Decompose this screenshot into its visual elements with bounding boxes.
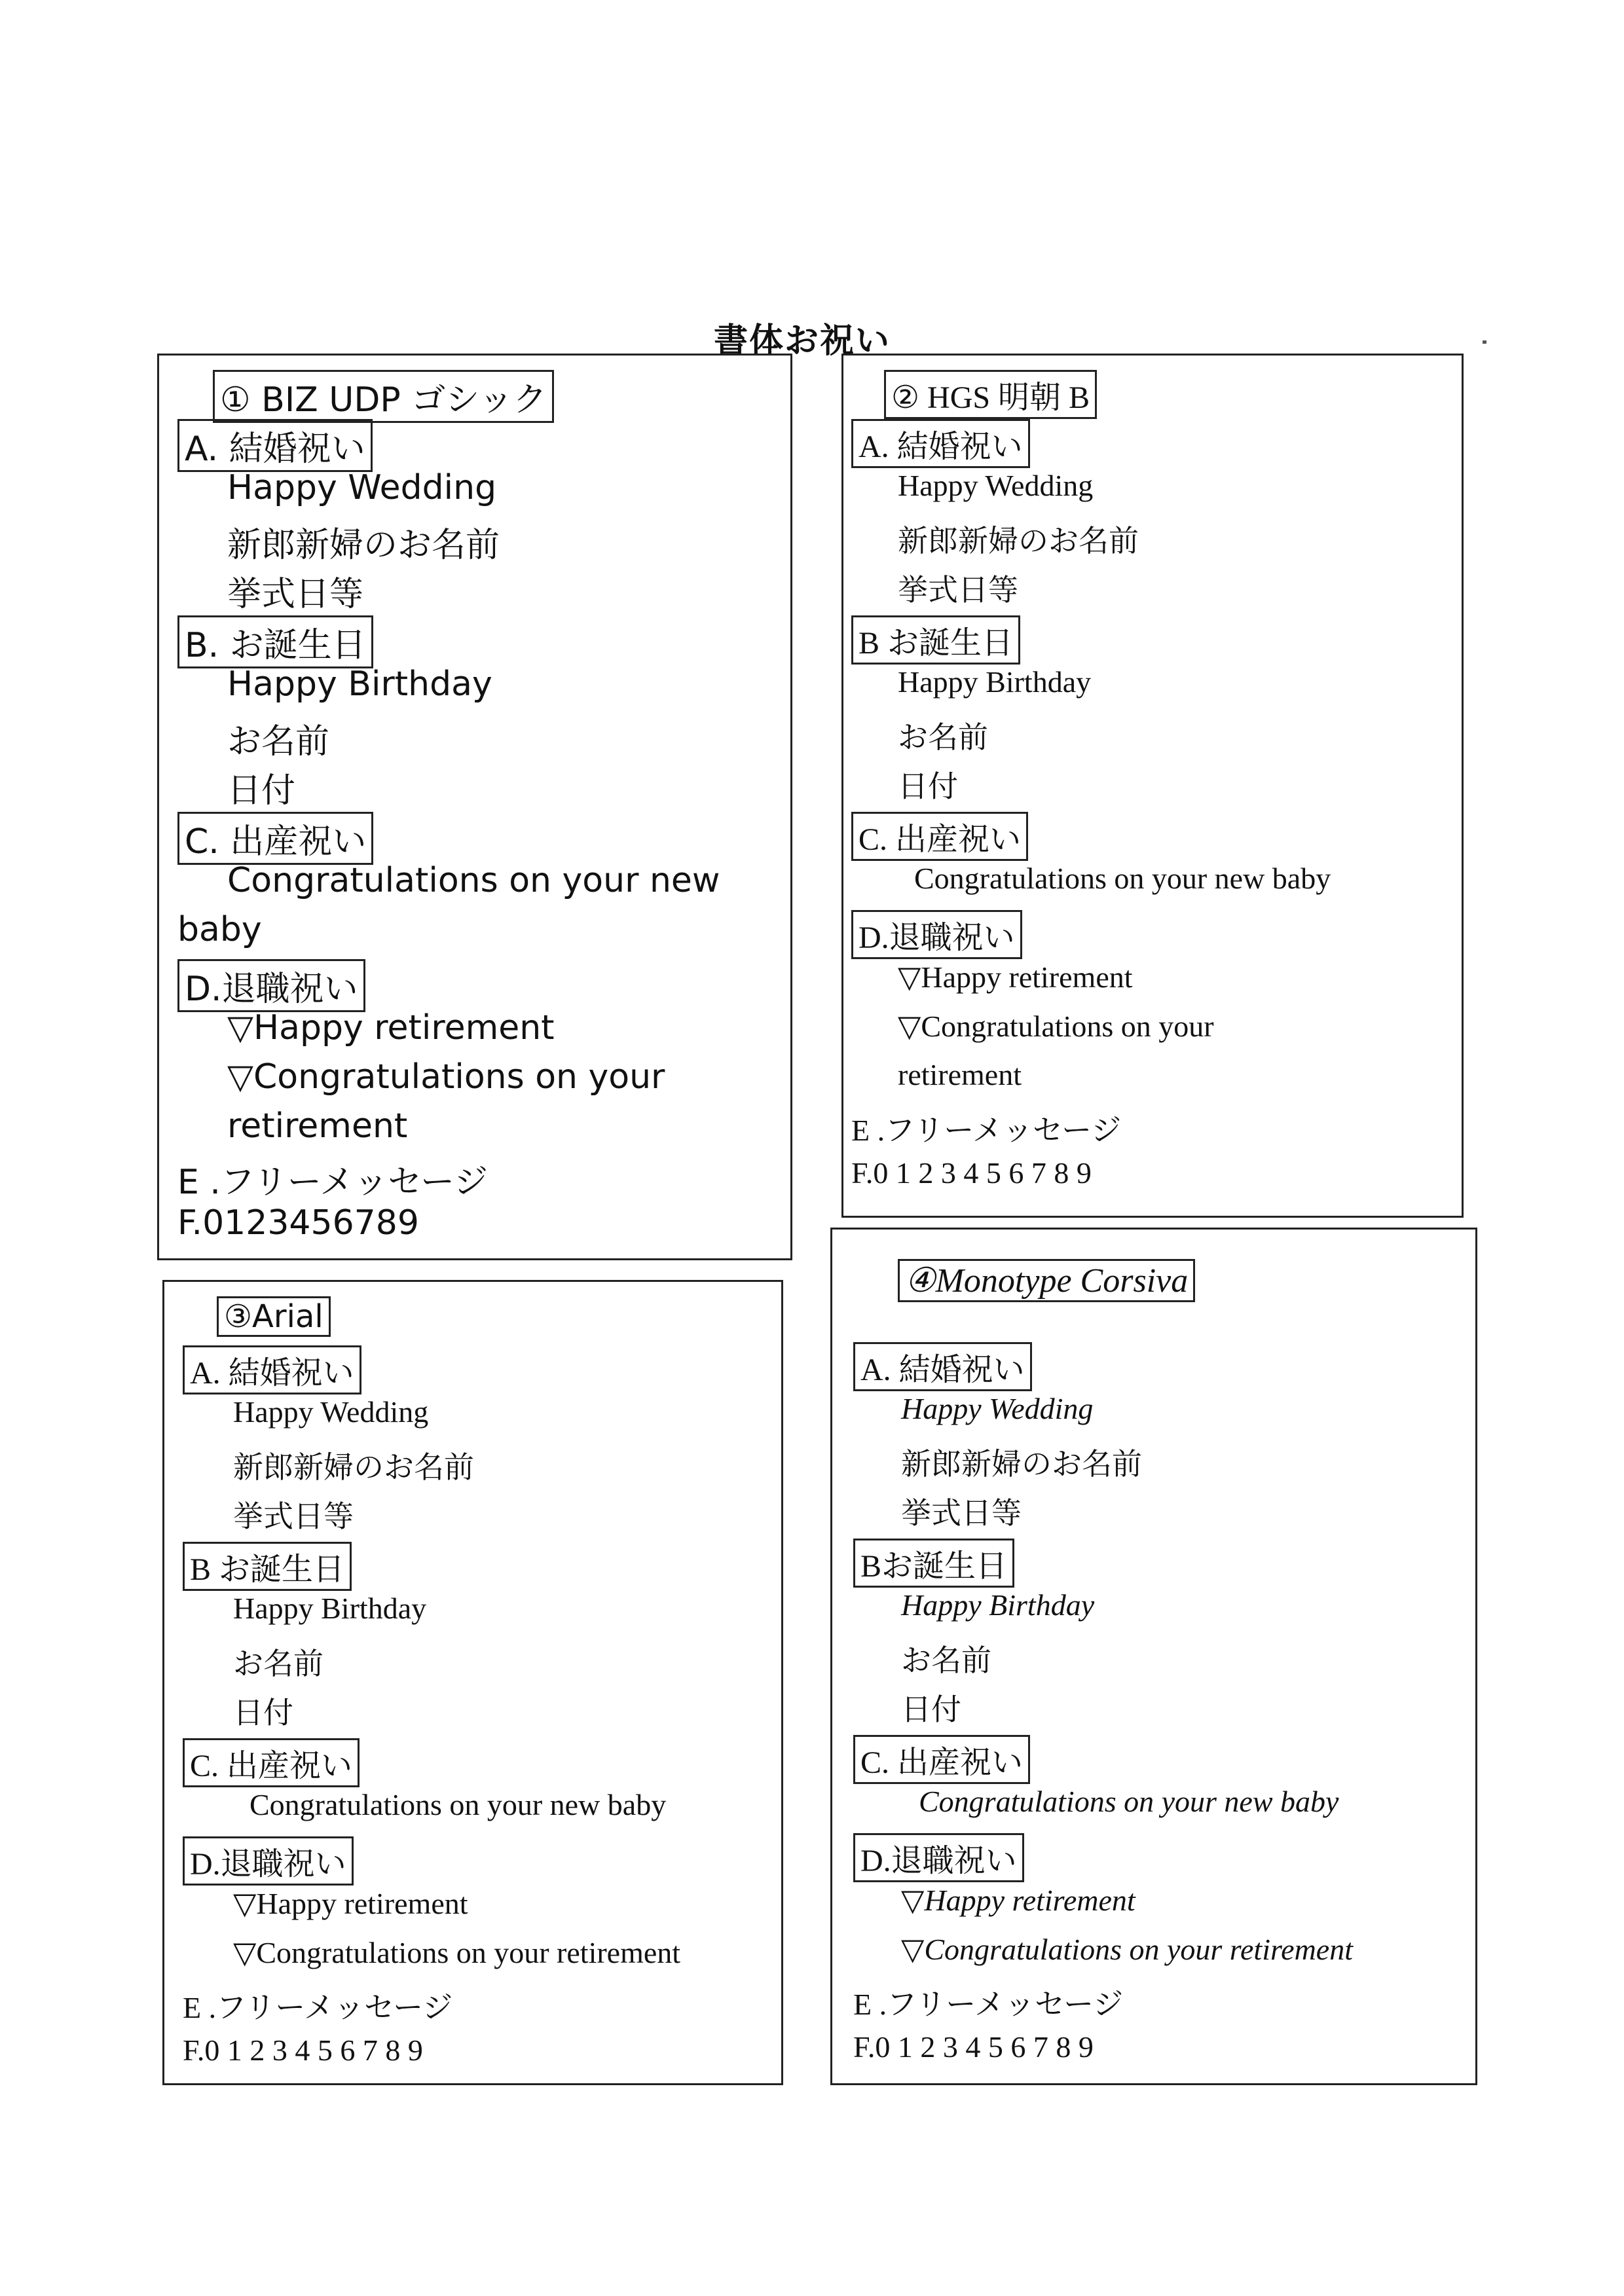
text-line: retirement	[898, 1058, 1022, 1091]
text-line: Congratulations on your new baby	[919, 1785, 1339, 1818]
section-label-a: A. 結婚祝い	[851, 419, 1030, 468]
text-line: Happy Wedding	[898, 469, 1094, 502]
text-line: 挙式日等	[901, 1497, 1022, 1530]
font-panel-monotype-corsiva	[830, 1228, 1477, 2085]
section-label-a: A. 結婚祝い	[177, 419, 373, 472]
text-line: ▽Congratulations on your	[227, 1057, 665, 1097]
text-line: 挙式日等	[898, 574, 1018, 607]
text-line: Congratulations on your new	[227, 861, 720, 900]
text-line: retirement	[227, 1106, 408, 1146]
text-line: Happy Birthday	[898, 665, 1092, 699]
text-line: 挙式日等	[233, 1500, 354, 1533]
panel-heading: ④Monotype Corsiva	[898, 1259, 1195, 1302]
section-label-b: B. お誕生日	[177, 615, 373, 668]
text-line: お名前	[227, 722, 330, 761]
text-line: 新郎新婦のお名前	[901, 1448, 1142, 1481]
section-label-c: C. 出産祝い	[851, 812, 1028, 861]
font-panel-hgs-mincho-b	[841, 354, 1464, 1218]
section-label-d: D.退職祝い	[183, 1836, 354, 1886]
text-line: baby	[177, 910, 262, 949]
section-f-line: F.0123456789	[177, 1203, 419, 1243]
section-label-c: C. 出産祝い	[853, 1735, 1030, 1784]
text-line: 日付	[901, 1693, 961, 1726]
section-label-d: D.退職祝い	[851, 910, 1022, 959]
text-line: ▽Happy retirement	[898, 960, 1133, 994]
section-label-d: D.退職祝い	[177, 959, 365, 1012]
text-line: Happy Birthday	[233, 1592, 427, 1625]
text-line: Congratulations on your new baby	[914, 862, 1331, 895]
text-line: 日付	[233, 1696, 293, 1730]
text-line: Happy Birthday	[227, 665, 492, 704]
section-label-b: B お誕生日	[851, 615, 1020, 665]
font-panel-biz-udp-gothic	[157, 354, 792, 1260]
section-f-line: F.0 1 2 3 4 5 6 7 8 9	[851, 1156, 1092, 1190]
panel-heading: ③Arial	[217, 1296, 331, 1337]
text-line: お名前	[901, 1644, 991, 1677]
text-line: ▽Congratulations on your	[898, 1010, 1214, 1043]
text-line: ▽Happy retirement	[227, 1008, 555, 1048]
text-line: Happy Wedding	[233, 1395, 429, 1429]
text-line: 新郎新婦のお名前	[898, 524, 1139, 558]
text-line: Happy Wedding	[901, 1392, 1094, 1425]
section-label-c: C. 出産祝い	[177, 812, 373, 865]
text-line: ▽Happy retirement	[901, 1884, 1135, 1917]
section-e-line: E .フリーメッセージ	[177, 1163, 489, 1202]
text-line: ▽Happy retirement	[233, 1887, 468, 1920]
section-f-line: F.0 1 2 3 4 5 6 7 8 9	[853, 2030, 1094, 2064]
section-label-c: C. 出産祝い	[183, 1738, 360, 1787]
section-label-b: B お誕生日	[183, 1542, 352, 1591]
page-title: 書体お祝い	[714, 321, 891, 361]
font-panel-arial	[162, 1280, 783, 2085]
text-line: ▽Congratulations on your retirement	[233, 1936, 681, 1969]
section-e-line: E .フリーメッセージ	[853, 1988, 1124, 2021]
text-line: Congratulations on your new baby	[249, 1788, 667, 1821]
text-line: 新郎新婦のお名前	[233, 1451, 474, 1484]
section-f-line: F.0 1 2 3 4 5 6 7 8 9	[183, 2033, 423, 2067]
text-line: ▽Congratulations on your retirement	[901, 1933, 1353, 1966]
section-label-d: D.退職祝い	[853, 1833, 1024, 1882]
section-label-a: A. 結婚祝い	[183, 1345, 361, 1394]
section-label-b: Bお誕生日	[853, 1539, 1014, 1588]
text-line: 新郎新婦のお名前	[227, 526, 500, 565]
section-e-line: E .フリーメッセージ	[851, 1114, 1122, 1147]
text-line: 日付	[898, 770, 958, 803]
stray-mark	[1483, 340, 1486, 344]
text-line: お名前	[233, 1647, 323, 1681]
text-line: Happy Birthday	[901, 1588, 1095, 1622]
text-line: お名前	[898, 721, 988, 754]
panel-heading: ② HGS 明朝 B	[884, 370, 1097, 419]
text-line: 挙式日等	[227, 575, 364, 614]
panel-heading: ① BIZ UDP ゴシック	[213, 370, 554, 423]
section-e-line: E .フリーメッセージ	[183, 1991, 453, 2024]
section-label-a: A. 結婚祝い	[853, 1342, 1032, 1391]
text-line: Happy Wedding	[227, 468, 497, 507]
text-line: 日付	[227, 771, 296, 811]
